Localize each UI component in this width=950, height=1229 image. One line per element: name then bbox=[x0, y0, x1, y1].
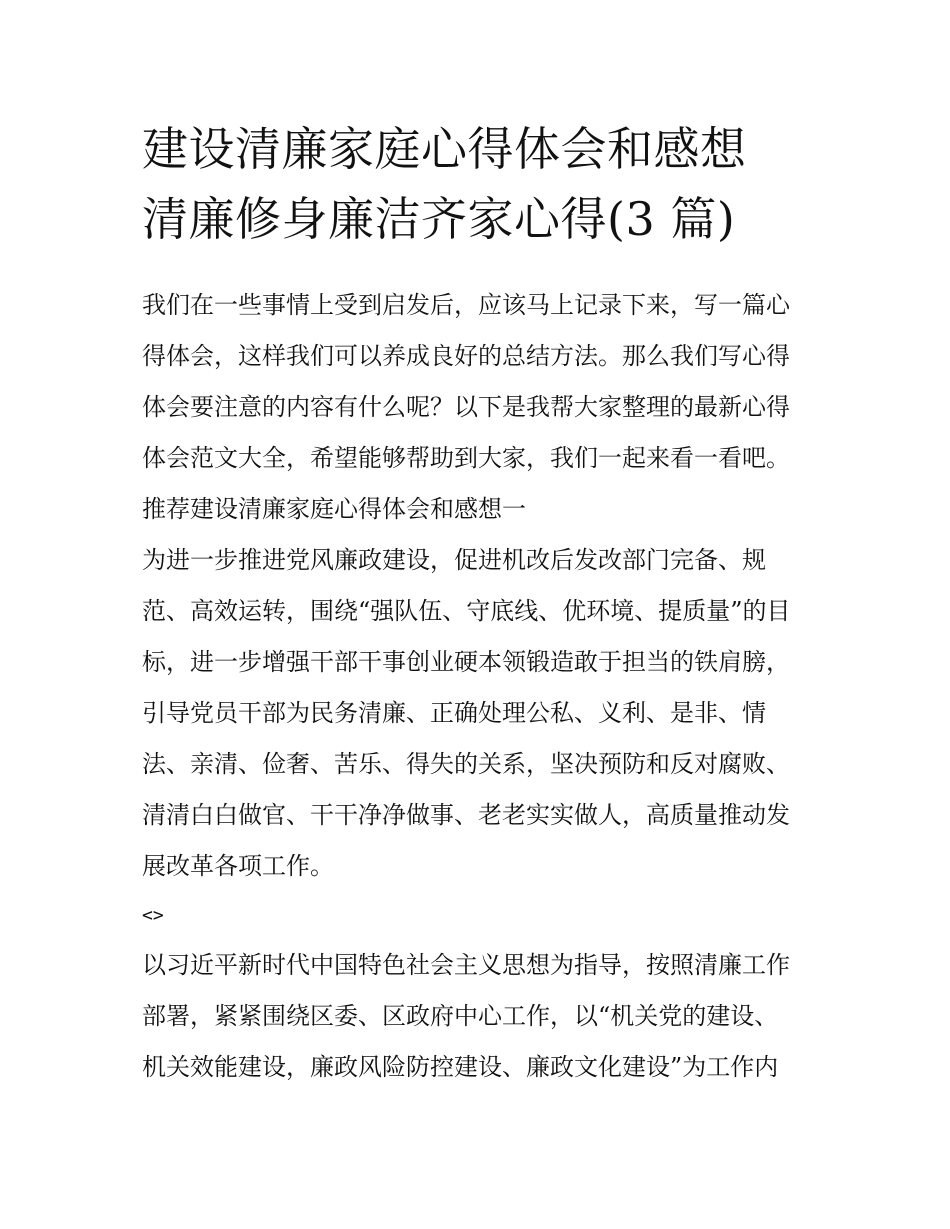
intro-line: 体会范文大全，希望能够帮助到大家，我们一起来看一看吧。 bbox=[142, 444, 790, 472]
intro-line: 体会要注意的内容有什么呢？以下是我帮大家整理的最新心得 bbox=[142, 393, 790, 421]
intro-line: 我们在一些事情上受到启发后，应该马上记录下来，写一篇心 bbox=[142, 291, 790, 319]
paragraph-line: 部署，紧紧围绕区委、区政府中心工作，以“机关党的建设、 bbox=[142, 1002, 779, 1030]
paragraph-line: 机关效能建设，廉政风险防控建设、廉政文化建设”为工作内 bbox=[142, 1053, 779, 1081]
paragraph-line: 以习近平新时代中国特色社会主义思想为指导，按照清廉工作 bbox=[142, 951, 790, 979]
body-paragraph-2 bbox=[142, 940, 814, 1093]
paragraph-line: 引导党员干部为民务清廉、正确处理公私、义利、是非、情 bbox=[142, 699, 766, 727]
document-body bbox=[142, 280, 814, 1093]
placeholder-marker: <> bbox=[142, 905, 164, 926]
section-heading: 推荐建设清廉家庭心得体会和感想一 bbox=[142, 495, 526, 523]
document-title bbox=[142, 114, 842, 254]
paragraph-line: 法、亲清、俭奢、苦乐、得失的关系，坚决预防和反对腐败、 bbox=[142, 750, 790, 778]
paragraph-line: 展改革各项工作。 bbox=[142, 852, 334, 880]
intro-paragraph bbox=[142, 280, 814, 484]
intro-line: 得体会，这样我们可以养成良好的总结方法。那么我们写心得 bbox=[142, 342, 790, 370]
body-paragraph-1 bbox=[142, 535, 814, 892]
paragraph-line: 清清白白做官、干干净净做事、老老实实做人，高质量推动发 bbox=[142, 801, 790, 829]
paragraph-line: 标，进一步增强干部干事创业硬本领锻造敢于担当的铁肩膀， bbox=[142, 648, 790, 676]
title-line-1: 建设清廉家庭心得体会和感想 bbox=[142, 122, 747, 176]
paragraph-line: 为进一步推进党风廉政建设，促进机改后发改部门完备、规 bbox=[142, 546, 766, 574]
title-line-2: 清廉修身廉洁齐家心得(3 篇) bbox=[142, 192, 736, 246]
paragraph-line: 范、高效运转，围绕“强队伍、守底线、优环境、提质量”的目 bbox=[142, 597, 791, 625]
